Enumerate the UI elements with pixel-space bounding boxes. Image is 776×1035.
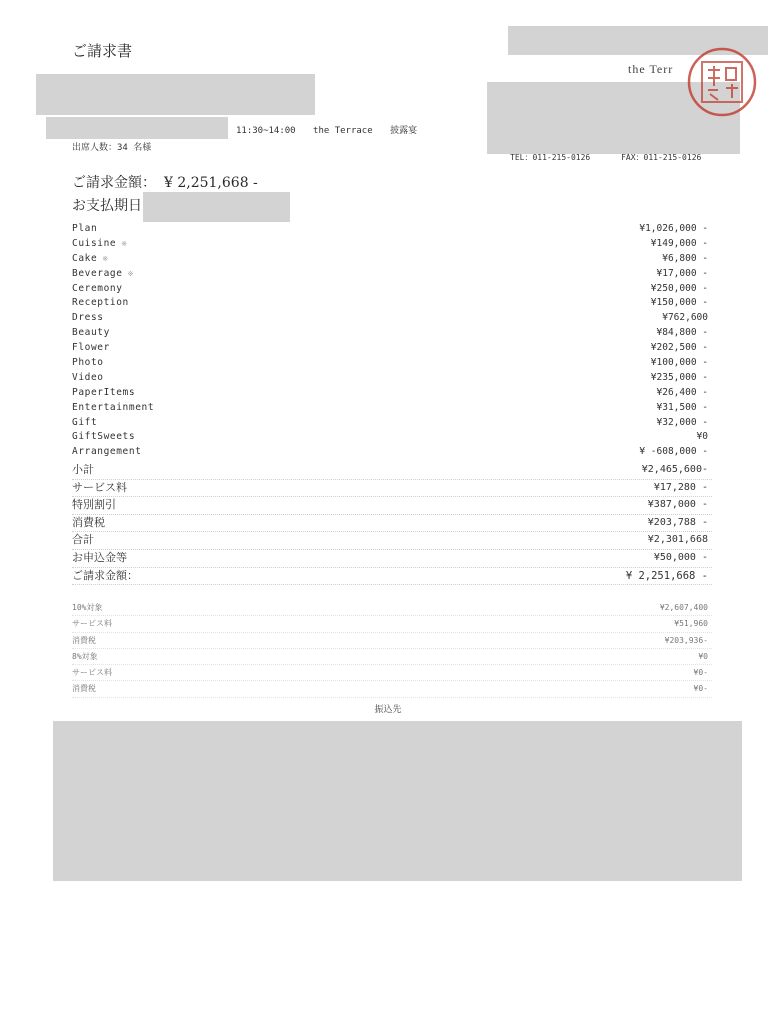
- line-item-label-text: Flower: [72, 342, 110, 354]
- tax-item-label-text: 消費税: [72, 635, 96, 645]
- summary-item-value: ¥387,000 -: [647, 499, 708, 511]
- summary-item-value: ¥203,788 -: [647, 516, 708, 528]
- line-item-label-text: Dress: [72, 312, 104, 324]
- line-item-row: [72, 282, 712, 297]
- event-info: [236, 123, 429, 136]
- summary-item-label: [72, 515, 105, 531]
- tax-item-value: ¥2,607,400: [659, 603, 708, 612]
- summary-item-label-text: サービス料: [72, 480, 127, 494]
- redacted-recipient-block: [36, 74, 315, 115]
- tax-item-value: ¥0-: [693, 684, 708, 694]
- line-item-label: [72, 296, 129, 311]
- line-item-value: ¥202,500 -: [650, 342, 708, 354]
- line-item-label: [72, 401, 154, 416]
- line-item-label-text: PaperItems: [72, 386, 136, 398]
- line-item-row: [72, 296, 712, 311]
- summary-item-value: ¥2,301,668: [647, 534, 708, 546]
- tax-item-value: ¥0: [698, 651, 708, 661]
- line-item-row: [72, 341, 712, 356]
- summary-item-value: ¥17,280 -: [653, 481, 708, 493]
- tax-item-value: ¥51,960: [674, 619, 708, 629]
- venue-name: the Terr: [628, 62, 674, 76]
- line-item-label-text: Gift: [72, 416, 98, 428]
- redacted-event-date: [46, 117, 228, 139]
- line-item-value: ¥149,000 -: [650, 237, 708, 249]
- venue-contact: [510, 152, 701, 163]
- line-item-label: [72, 311, 104, 326]
- billing-amount-label: ご請求金額：: [72, 175, 156, 191]
- line-item-row: [72, 267, 712, 282]
- line-item-value: ¥32,000 -: [656, 416, 708, 428]
- summary-item-label: [72, 497, 116, 513]
- line-item-row: [72, 326, 712, 341]
- summary-item-label-text: ご請求金額：: [72, 568, 138, 582]
- summary-item-value: ¥2,465,600-: [641, 464, 708, 475]
- line-item-label-text: GiftSweets: [72, 431, 136, 443]
- tax-item-label: [72, 665, 112, 680]
- summary-item-label: [72, 462, 94, 478]
- tax-item-label: [72, 633, 96, 648]
- summary-item-row: [72, 462, 712, 480]
- summary-item-value: ¥ 2,251,668 -: [625, 569, 708, 582]
- line-item-value: ¥84,800 -: [656, 327, 708, 339]
- line-item-label: [72, 341, 110, 356]
- asterisk-mark: ※: [127, 269, 135, 278]
- line-item-value: ¥762,600: [662, 312, 708, 324]
- asterisk-mark: ※: [102, 254, 109, 263]
- summary-item-label: [72, 550, 127, 566]
- tax-item-row: [72, 649, 712, 665]
- line-item-label: [72, 430, 135, 445]
- company-seal-icon: [684, 44, 760, 120]
- tax-item-label-text: 10%対象: [72, 603, 103, 612]
- summary-item-label-text: お申込金等: [72, 550, 127, 564]
- tax-item-label-text: サービス料: [72, 668, 112, 678]
- summary-item-row: [72, 497, 712, 515]
- tax-item-label: [72, 649, 98, 664]
- line-item-row: [72, 386, 712, 401]
- line-item-label-text: Video: [72, 371, 104, 383]
- line-item-label-text: Photo: [72, 357, 104, 369]
- line-item-row: [72, 445, 712, 460]
- line-item-row: [72, 356, 712, 371]
- tax-item-row: [72, 681, 712, 697]
- payment-due-label: お支払期日: [72, 198, 142, 214]
- line-item-label: [72, 371, 104, 386]
- line-item-label-text: Entertainment: [72, 401, 155, 413]
- line-item-row: [72, 371, 712, 386]
- billing-amount-value: ¥ 2,251,668 -: [164, 175, 258, 191]
- line-item-row: [72, 237, 712, 252]
- line-item-label-text: Cake: [72, 252, 98, 264]
- summary-item-row: [72, 515, 712, 533]
- redacted-bank-details: [53, 721, 742, 881]
- line-item-label-text: Beverage: [72, 267, 123, 279]
- summary-list: [72, 462, 712, 585]
- line-item-value: ¥1,026,000 -: [639, 223, 708, 234]
- tax-item-label-text: 8%対象: [72, 651, 98, 661]
- line-item-label: [72, 445, 142, 460]
- line-item-label: [72, 252, 109, 267]
- venue-fax: FAX：011-215-0126: [621, 153, 702, 162]
- tax-item-row: [72, 616, 712, 632]
- line-items-list: [72, 222, 712, 460]
- asterisk-mark: ※: [121, 239, 128, 248]
- line-item-row: [72, 401, 712, 416]
- summary-item-label: [72, 480, 127, 496]
- summary-item-label: [72, 532, 94, 548]
- summary-item-label-text: 小計: [72, 463, 94, 476]
- line-item-label-text: Reception: [72, 297, 129, 309]
- line-item-label-text: Cuisine: [72, 237, 117, 249]
- line-item-row: [72, 311, 712, 326]
- line-item-label-text: Beauty: [72, 327, 110, 339]
- line-item-value: ¥26,400 -: [656, 386, 708, 398]
- summary-item-label-text: 消費税: [72, 515, 105, 529]
- event-venue: the Terrace: [313, 126, 373, 136]
- summary-item-value: ¥50,000 -: [653, 551, 708, 563]
- tax-item-value: ¥0-: [693, 668, 708, 678]
- tax-item-label-text: サービス料: [72, 619, 112, 629]
- venue-tel: TEL：011-215-0126: [510, 153, 591, 162]
- line-item-row: [72, 416, 712, 431]
- line-item-label: [72, 237, 128, 252]
- summary-item-row: [72, 568, 712, 586]
- tax-item-row: [72, 600, 712, 616]
- tax-item-row: [72, 633, 712, 649]
- tax-item-label: [72, 616, 112, 631]
- tax-item-label: [72, 600, 102, 615]
- summary-item-row: [72, 532, 712, 550]
- tax-item-row: [72, 665, 712, 681]
- tax-item-label-text: 消費税: [72, 684, 96, 694]
- line-item-value: ¥6,800 -: [662, 252, 708, 264]
- line-item-row: [72, 430, 712, 445]
- bank-transfer-label: 振込先: [374, 705, 402, 715]
- line-item-label-text: Ceremony: [72, 282, 123, 294]
- redacted-due-date: [143, 192, 290, 222]
- summary-item-label: [72, 568, 138, 584]
- summary-item-label-text: 特別割引: [72, 498, 116, 512]
- line-item-value: ¥ -608,000 -: [639, 446, 708, 458]
- tax-breakdown-list: [72, 600, 712, 698]
- line-item-label: [72, 356, 104, 371]
- line-item-value: ¥250,000 -: [650, 282, 708, 294]
- line-item-label: [72, 326, 110, 341]
- document-title: ご請求書: [72, 42, 133, 60]
- line-item-value: ¥235,000 -: [650, 371, 708, 383]
- line-item-value: ¥31,500 -: [656, 401, 708, 413]
- line-item-row: [72, 222, 712, 237]
- summary-item-label-text: 合計: [72, 533, 94, 547]
- billing-amount: [72, 172, 258, 192]
- line-item-label-text: Arrangement: [72, 446, 142, 458]
- summary-item-row: [72, 480, 712, 498]
- summary-item-row: [72, 550, 712, 568]
- tax-item-label: [72, 681, 96, 696]
- event-type: 披露宴: [390, 126, 418, 136]
- line-item-value: ¥17,000 -: [656, 267, 708, 279]
- line-item-label: [72, 416, 97, 431]
- line-item-value: ¥150,000 -: [650, 297, 708, 309]
- line-item-label: [72, 282, 123, 297]
- line-item-label: [72, 267, 134, 282]
- line-item-label: [72, 386, 135, 401]
- event-time: 11:30~14:00: [236, 126, 296, 136]
- tax-item-value: ¥203,936-: [664, 635, 708, 645]
- line-item-value: ¥0: [696, 431, 708, 443]
- guest-count: 出席人数：34 名様: [72, 143, 152, 153]
- line-item-label-text: Plan: [72, 223, 98, 234]
- line-item-value: ¥100,000 -: [650, 357, 708, 369]
- line-item-row: [72, 252, 712, 267]
- line-item-label: [72, 222, 97, 237]
